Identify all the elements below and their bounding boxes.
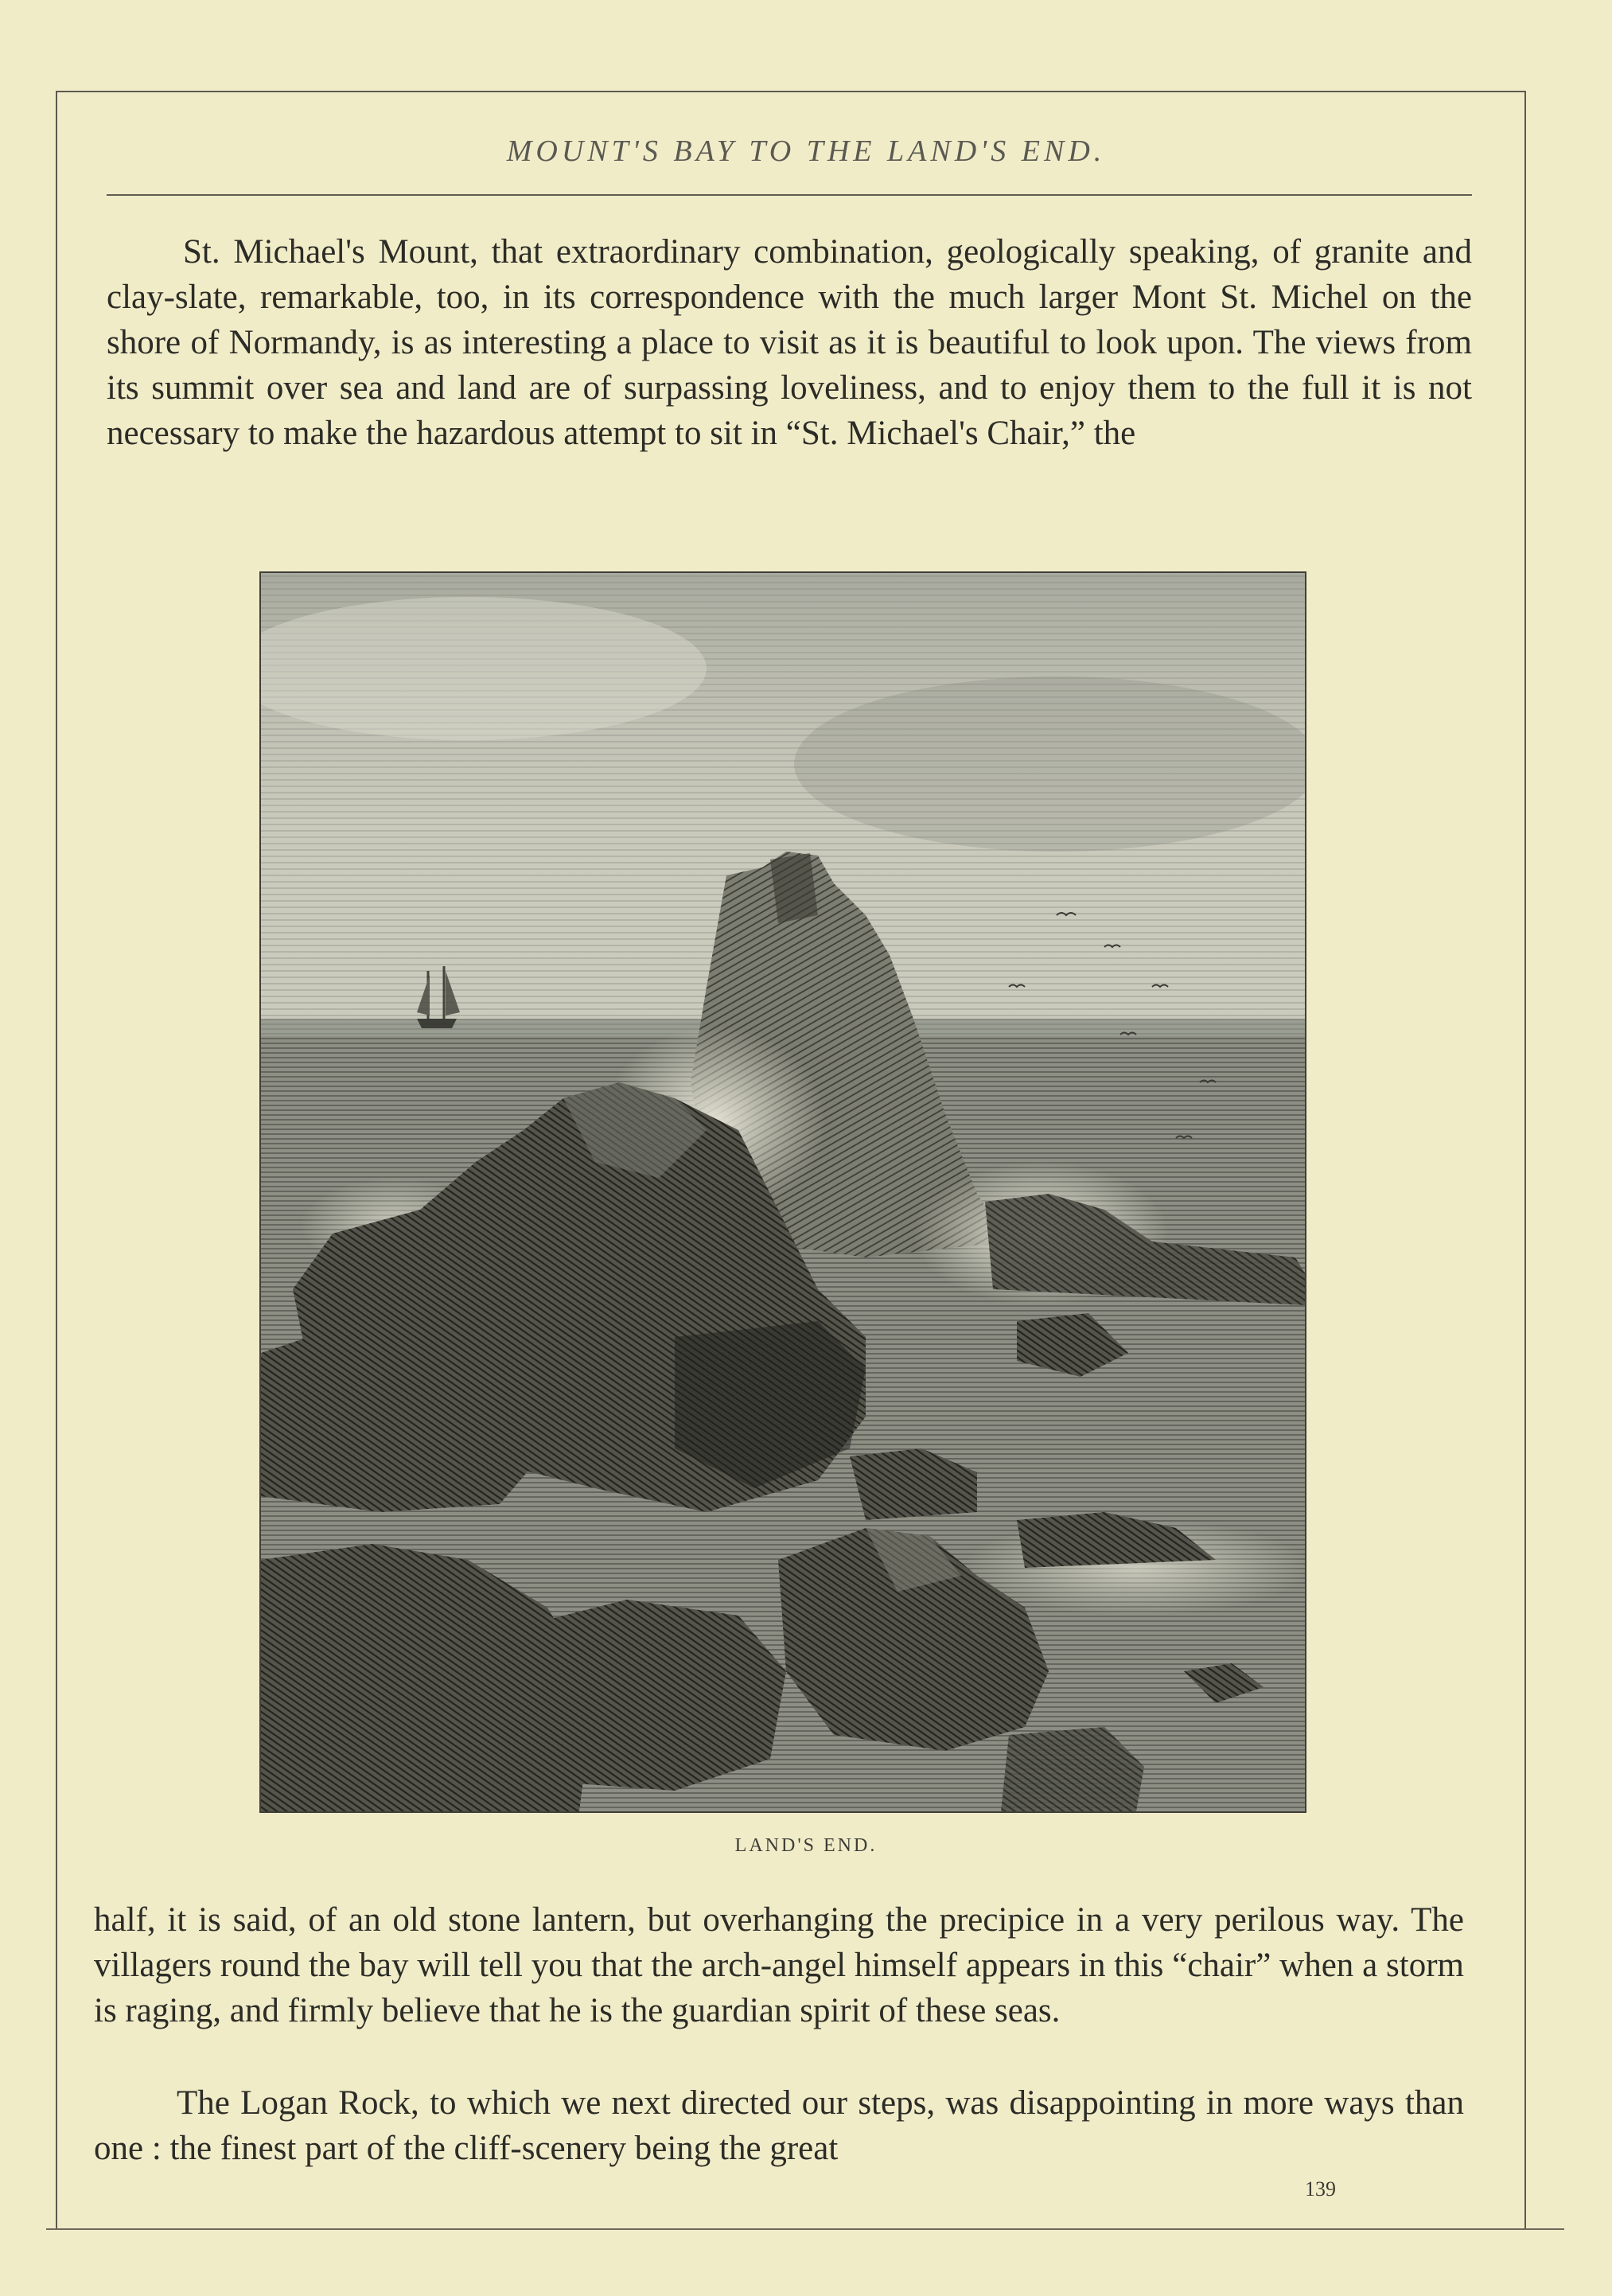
- illustration-caption: LAND'S END.: [734, 1835, 878, 1856]
- lands-end-engraving: [259, 571, 1306, 1813]
- paragraph-logan-rock: The Logan Rock, to which we next directed our steps, was disappointing in more ways than one : the finest part of the cliff-scenery being the great: [94, 2084, 1464, 2167]
- outer-border-line: [46, 2228, 1564, 2230]
- running-head: MOUNT'S BAY TO THE LAND'S END.: [506, 134, 1106, 168]
- paragraph-st-michaels-mount: St. Michael's Mount, that extraordinary combination, geologically speaking, of granite and clay-slate, remarkable, too, in its correspondence with the much larger Mont St. Michel on the shore of Normandy, is as interesting a place to visit as it is beautiful to look upon. The views from its summit over sea and land are of surpassing loveliness, and to enjoy them to the full it is not necessary to make the hazardous attempt to sit in “St. Michael's Chair,” the: [107, 233, 1472, 452]
- paragraph-chair: half, it is said, of an old stone lantern, but overhanging the precipice in a very perilous way. The villagers round the bay will tell you that the arch-angel himself appears in this “chair” when a storm is raging, and firmly believe that he is the guardian spirit of these seas.: [94, 1901, 1464, 2029]
- header-rule: [107, 194, 1472, 196]
- engraving-rocks-sea-illustration: [261, 573, 1305, 1811]
- page-number: 139: [1305, 2177, 1336, 2200]
